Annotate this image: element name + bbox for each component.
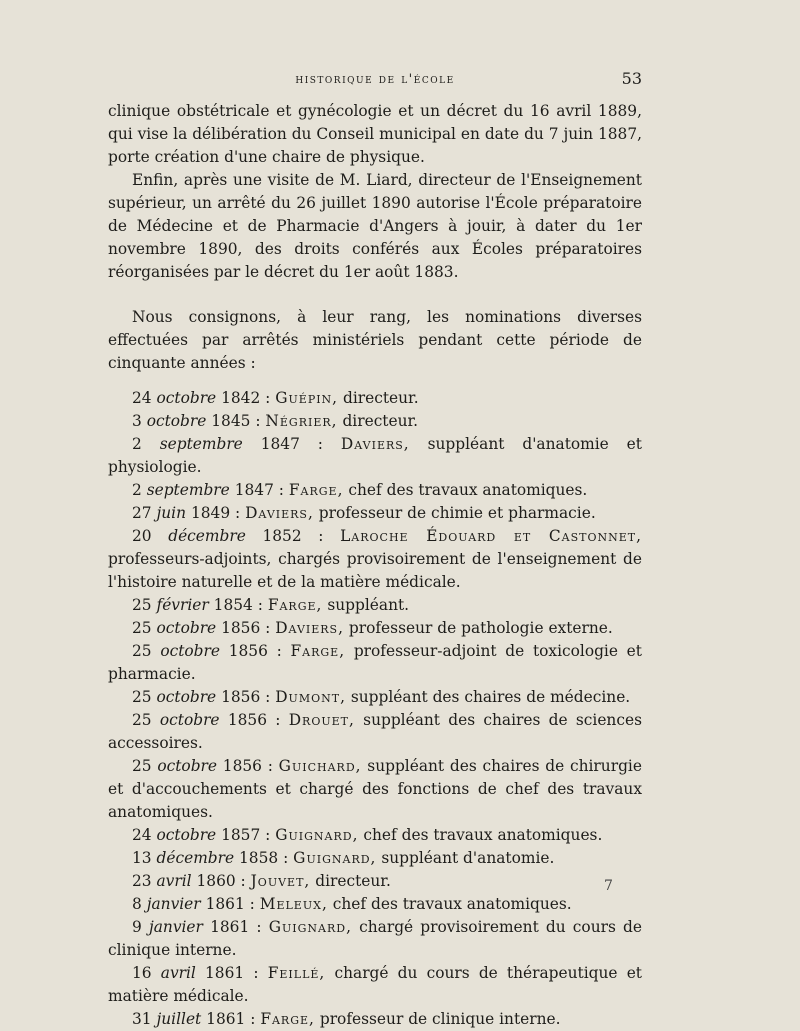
entry-year: 1858 :: [239, 849, 289, 867]
nomination-entry: [108, 755, 642, 824]
entry-day: 3: [132, 412, 142, 430]
entry-day: 9: [132, 918, 142, 936]
entry-day: 27: [132, 504, 152, 522]
nomination-entry: [108, 1008, 642, 1031]
entry-text: professeur de chimie et pharmacie.: [318, 504, 596, 522]
nominations-list: [108, 387, 642, 1031]
nomination-entry: [108, 387, 642, 410]
entry-month: décembre: [156, 849, 235, 867]
entry-month: octobre: [146, 412, 207, 430]
entry-month: septembre: [159, 435, 243, 453]
entry-year: 1847 :: [234, 481, 284, 499]
entry-year: 1861 :: [205, 964, 259, 982]
section-gap: [108, 284, 642, 306]
nomination-entry: [108, 709, 642, 755]
signature-mark: 7: [604, 878, 613, 894]
entry-text: suppléant d'anatomie.: [381, 849, 555, 867]
entry-name: Farge,: [290, 642, 346, 660]
list-gap: [108, 375, 642, 387]
nomination-entry: [108, 433, 642, 479]
entry-year: 1842 :: [221, 389, 271, 407]
body-text: [108, 100, 642, 1031]
entry-year: 1861 :: [210, 918, 262, 936]
entry-name: Guignard,: [275, 826, 359, 844]
entry-name: Guichard,: [278, 757, 362, 775]
nomination-entry: [108, 525, 642, 594]
entry-name: Jouvet,: [250, 872, 311, 890]
entry-day: 23: [132, 872, 152, 890]
entry-day: 8: [132, 895, 142, 913]
entry-day: 25: [132, 642, 152, 660]
entry-month: octobre: [156, 688, 217, 706]
entry-text: chef des travaux anatomiques.: [363, 826, 603, 844]
page-number: 53: [621, 69, 642, 88]
entry-text: directeur.: [342, 412, 419, 430]
entry-month: avril: [156, 872, 192, 890]
entry-day: 20: [132, 527, 152, 545]
entry-month: décembre: [168, 527, 246, 545]
entry-name: Guignard,: [293, 849, 377, 867]
entry-day: 2: [132, 435, 142, 453]
entry-month: janvier: [146, 895, 201, 913]
entry-text: suppléant des chaires de sciences accessoires.: [108, 711, 642, 752]
nomination-entry: [108, 847, 642, 870]
entry-year: 1860 :: [196, 872, 246, 890]
entry-year: 1847 :: [260, 435, 323, 453]
entry-day: 16: [132, 964, 152, 982]
entry-text: professeur de pathologie externe.: [348, 619, 613, 637]
entry-month: septembre: [146, 481, 230, 499]
entry-text: chef des travaux anatomiques.: [348, 481, 588, 499]
entry-name: Daviers,: [340, 435, 410, 453]
entry-day: 24: [132, 389, 152, 407]
nomination-entry: [108, 824, 642, 847]
entry-text: suppléant des chaires de médecine.: [350, 688, 631, 706]
entry-name: Farge,: [288, 481, 344, 499]
paragraph-2: Enfin, après une visite de M. Liard, directeur de l'Enseignement supérieur, un arrêté du 26 juillet 1890 autorise l'École préparatoire de Médecine et de Pharmacie d'Angers à jouir, à dater du 1er novembre 1890, des droits conférés aux Écoles préparatoires réorganisées par le décret du 1er août 1883.: [108, 171, 642, 281]
entry-name: Laroche Édouard et Castonnet,: [340, 527, 642, 545]
entry-month: juillet: [156, 1010, 202, 1028]
entry-text: professeurs-adjoints, chargés provisoirement de l'enseignement de l'histoire naturelle et de la matière médicale.: [108, 550, 642, 591]
entry-year: 1854 :: [213, 596, 263, 614]
entry-text: suppléant d'anatomie et physiologie.: [108, 435, 642, 476]
entry-name: Guignard,: [268, 918, 352, 936]
entry-name: Feillé,: [267, 964, 326, 982]
entry-day: 25: [132, 688, 152, 706]
entry-year: 1856 :: [227, 711, 281, 729]
entry-text: chargé provisoirement du cours de clinique interne.: [108, 918, 642, 959]
entry-month: octobre: [159, 711, 220, 729]
entry-month: janvier: [148, 918, 203, 936]
entry-name: Meleux,: [259, 895, 328, 913]
nomination-entry: [108, 893, 642, 916]
entry-day: 25: [132, 619, 152, 637]
entry-name: Guépin,: [275, 389, 339, 407]
entry-year: 1845 :: [211, 412, 261, 430]
entry-day: 2: [132, 481, 142, 499]
entry-month: juin: [156, 504, 187, 522]
nomination-entry: [108, 870, 642, 893]
nomination-entry: [108, 594, 642, 617]
entry-text: chargé du cours de thérapeutique et matière médicale.: [108, 964, 642, 1005]
nomination-entry: [108, 479, 642, 502]
entry-day: 25: [132, 757, 152, 775]
nomination-entry: [108, 686, 642, 709]
entry-month: février: [156, 596, 209, 614]
entry-text: chef des travaux anatomiques.: [332, 895, 572, 913]
entry-month: avril: [160, 964, 196, 982]
entry-name: Drouet,: [288, 711, 355, 729]
entry-name: Daviers,: [275, 619, 344, 637]
entry-day: 31: [132, 1010, 152, 1028]
nomination-entry: [108, 617, 642, 640]
entry-month: octobre: [157, 757, 218, 775]
entry-name: Daviers,: [245, 504, 314, 522]
entry-year: 1861 :: [205, 895, 255, 913]
nomination-entry: [108, 962, 642, 1008]
nomination-entry: [108, 410, 642, 433]
entry-day: 24: [132, 826, 152, 844]
entry-year: 1856 :: [228, 642, 282, 660]
entry-month: octobre: [156, 619, 217, 637]
entry-year: 1849 :: [190, 504, 241, 522]
entry-text: suppléant des chaires de chirurgie et d'accouchements et chargé des fonctions de chef des travaux anatomiques.: [108, 757, 642, 821]
entry-month: octobre: [156, 826, 217, 844]
paragraph-3: Nous consignons, à leur rang, les nominations diverses effectuées par arrêtés ministériels pendant cette période de cinquante années :: [108, 308, 642, 372]
entry-text: directeur.: [315, 872, 391, 890]
entry-year: 1856 :: [221, 619, 271, 637]
nomination-entry: [108, 916, 642, 962]
nomination-entry: [108, 502, 642, 525]
entry-text: professeur de clinique interne.: [319, 1010, 561, 1028]
entry-text: directeur.: [342, 389, 419, 407]
entry-year: 1856 :: [222, 757, 273, 775]
entry-day: 13: [132, 849, 152, 867]
paragraph-1: clinique obstétricale et gynécologie et un décret du 16 avril 1889, qui vise la délibération du Conseil municipal en date du 7 juin 1887, porte création d'une chaire de physique.: [108, 102, 642, 166]
entry-year: 1861 :: [206, 1010, 256, 1028]
entry-day: 25: [132, 596, 152, 614]
entry-text: suppléant.: [327, 596, 410, 614]
entry-month: octobre: [160, 642, 220, 660]
entry-year: 1856 :: [221, 688, 271, 706]
entry-year: 1852 :: [262, 527, 324, 545]
entry-name: Farge,: [260, 1010, 315, 1028]
entry-day: 25: [132, 711, 152, 729]
entry-name: Farge,: [267, 596, 323, 614]
entry-name: Dumont,: [275, 688, 346, 706]
entry-text: professeur-adjoint de toxicologie et pharmacie.: [108, 642, 642, 683]
entry-month: octobre: [156, 389, 217, 407]
page-header: [108, 69, 642, 96]
entry-name: Négrier,: [265, 412, 338, 430]
entry-year: 1857 :: [221, 826, 271, 844]
running-title: historique de l'école: [295, 72, 455, 87]
nomination-entry: [108, 640, 642, 686]
